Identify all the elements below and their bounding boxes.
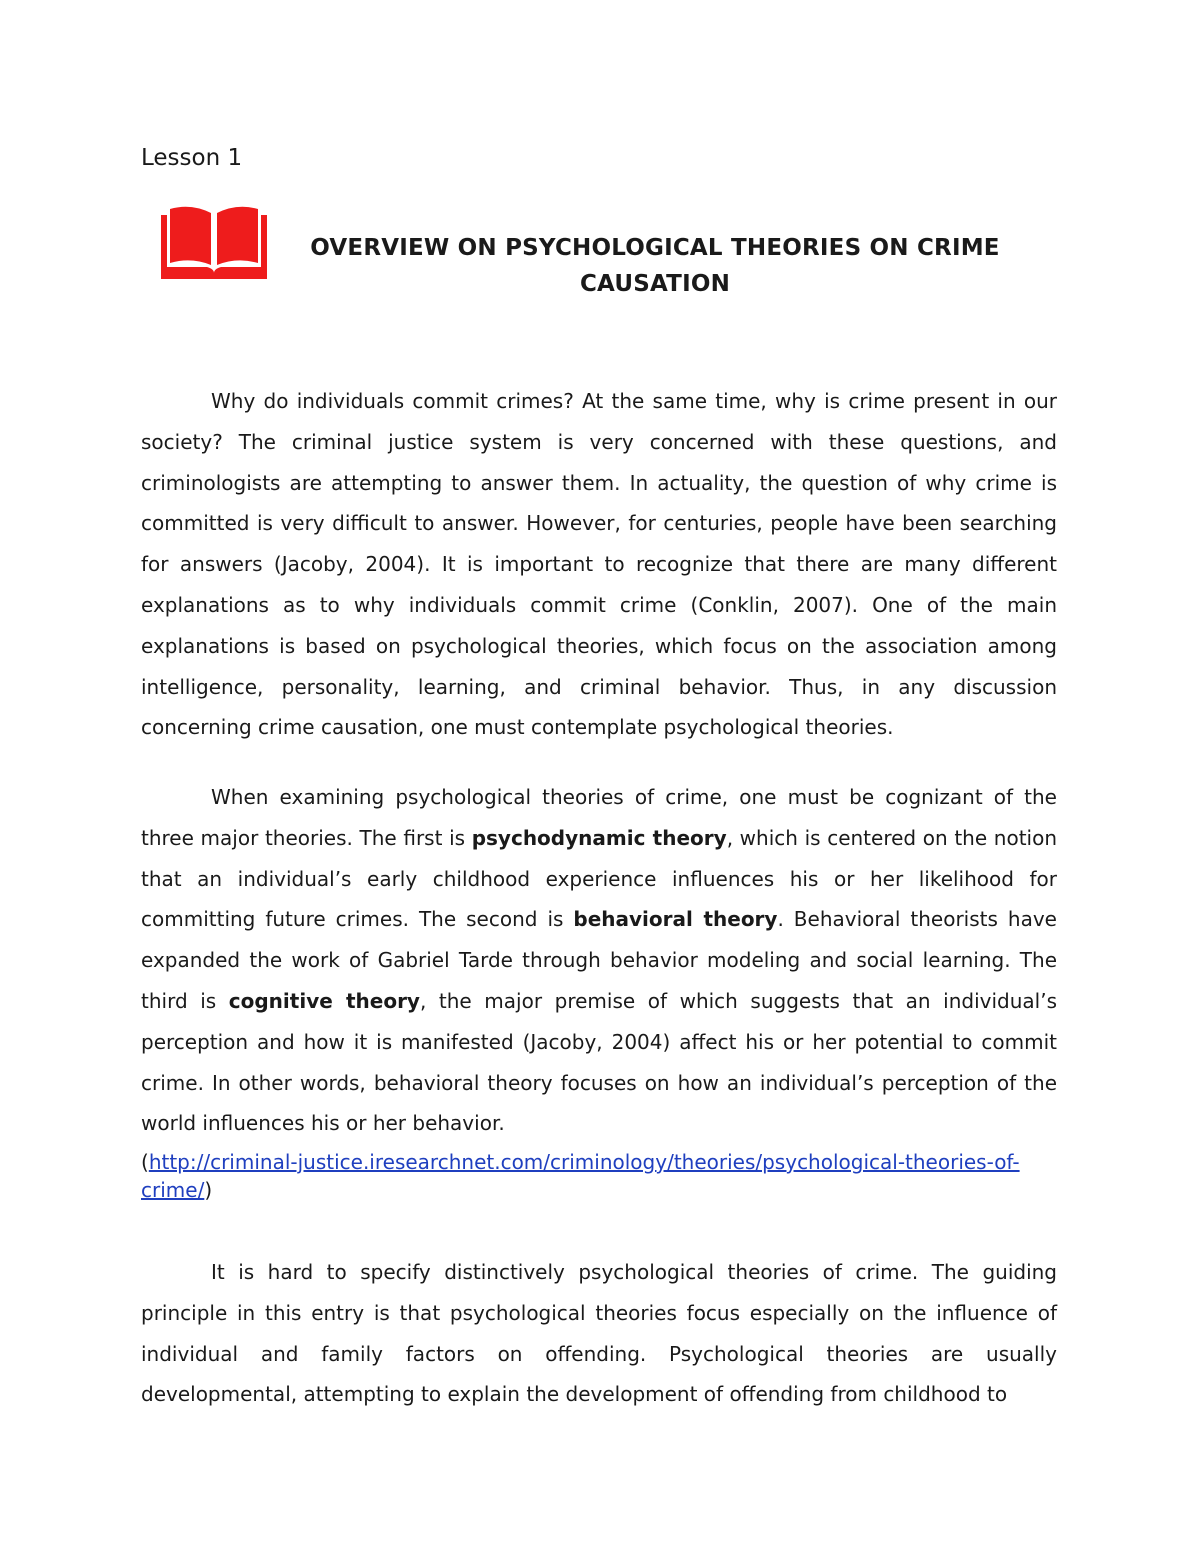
paragraph-3 — [141, 1252, 1057, 1415]
title-line-2: CAUSATION — [579, 271, 731, 297]
lesson-label: Lesson 1 — [141, 145, 243, 171]
term-psychodynamic-theory: psychodynamic theory — [471, 825, 727, 850]
reference-open-paren: ( — [141, 1150, 149, 1174]
paragraph-1 — [141, 381, 1057, 748]
term-cognitive-theory: cognitive theory — [228, 988, 420, 1013]
reference-citation — [141, 1148, 1057, 1204]
term-behavioral-theory: behavioral theory — [573, 907, 778, 932]
open-book-icon — [161, 205, 267, 279]
paragraph-3-text: It is hard to specify distinctively psychological theories of crime. The guiding principle in this entry is that psychological theories focus especially on the influence of individual and family factors on offending. Psychological theories are usually developmental, attempting to explain the development of offending from childhood to — [141, 1260, 1057, 1407]
reference-link[interactable]: http://criminal-justice.iresearchnet.com/criminology/theories/psychological-theories-of-crime/ — [141, 1150, 1020, 1202]
paragraph-2-text-b: , which is centered on the notion that an individual’s early childhood experience influences his or her likelihood for committing future crimes. The second is — [141, 825, 1058, 932]
paragraph-2-text-d: , the major premise of which suggests that an individual’s perception and how it is manifested (Jacoby, 2004) affect his or her potential to commit crime. In other words, behavioral theory focuses on how an individual’s perception of the world influences his or her behavior. — [141, 988, 1057, 1136]
paragraph-2 — [141, 777, 1057, 1144]
paragraph-1-text: Why do individuals commit crimes? At the same time, why is crime present in our society? The criminal justice system is very concerned with these questions, and criminologists are attempting to answer them. In actuality, the question of why crime is committed is very difficult to answer. However, for centuries, people have been searching for answers (Jacoby, 2004). It is important to recognize that there are many different explanations as to why individuals commit crime (Conklin, 2007). One of the main explanations is based on psychological theories, which focus on the association among intelligence, personality, learning, and criminal behavior. Thus, in any discussion concerning crime causation, one must contemplate psychological theories. — [141, 389, 1057, 740]
document-title — [300, 230, 1010, 302]
paragraph-2-text-c: . Behavioral theorists have expanded the work of Gabriel Tarde through behavior modeling and social learning. The third is — [141, 907, 1057, 1013]
paragraph-2-text-a: When examining psychological theories of crime, one must be cognizant of the three major theories. The first is — [141, 785, 1057, 850]
title-line-1: OVERVIEW ON PSYCHOLOGICAL THEORIES ON CRIME — [310, 235, 1000, 261]
reference-close-paren: ) — [204, 1178, 213, 1202]
